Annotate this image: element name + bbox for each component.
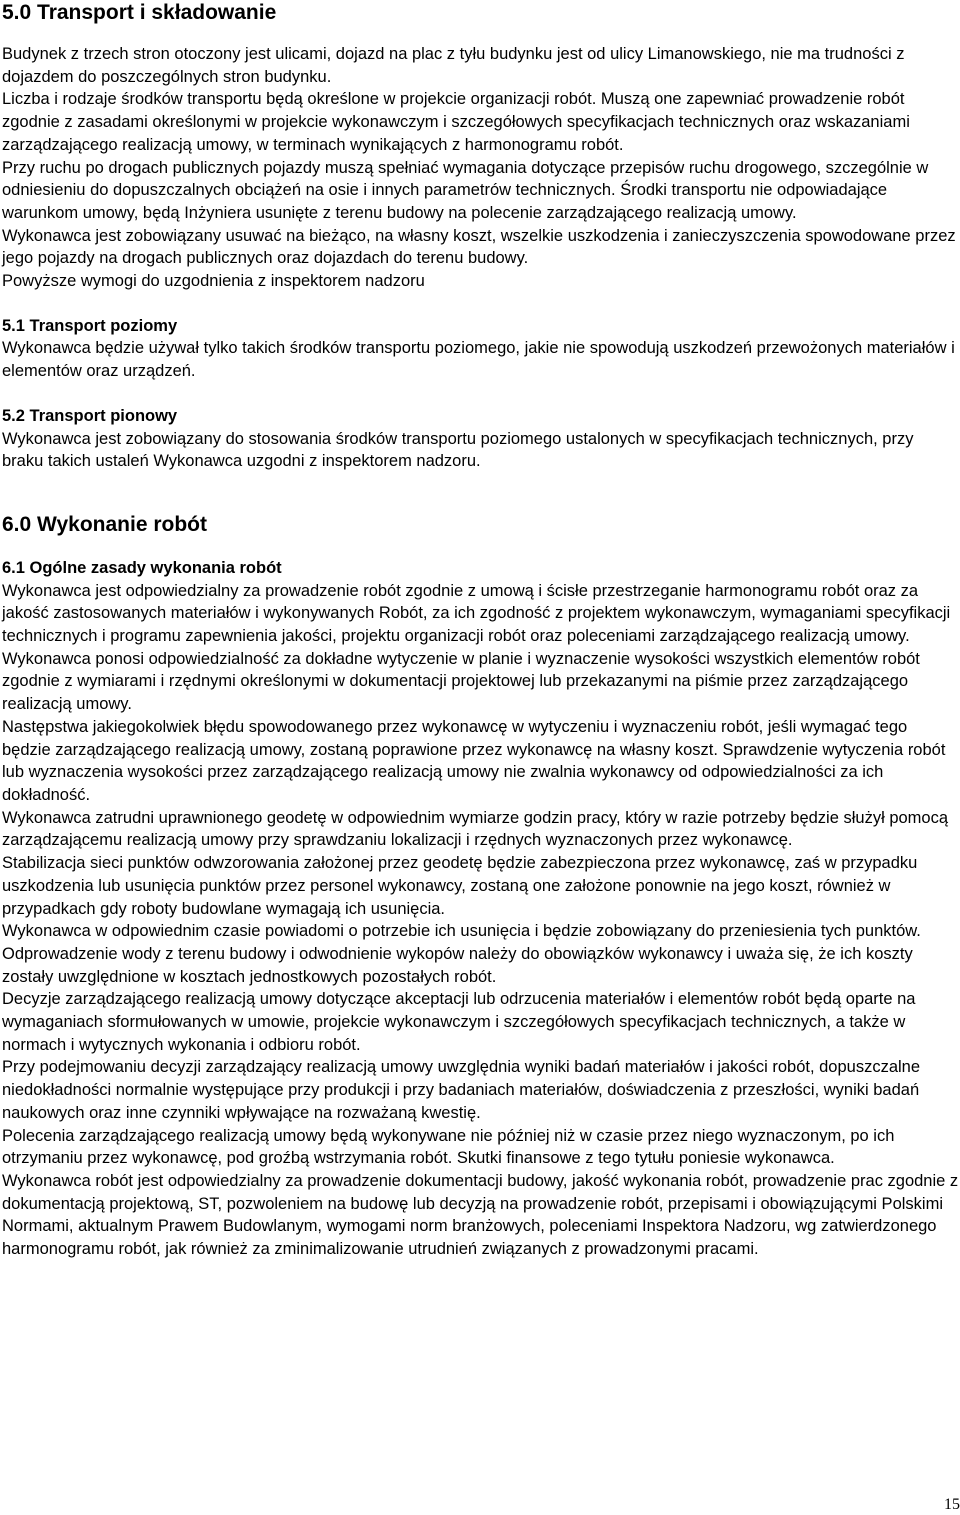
section-6-1-paragraph-2: Wykonawca ponosi odpowiedzialność za dokładne wytyczenie w planie i wyznaczenie wysokości wszystkich elementów robót zgodnie z wymiarami i rzędnymi określonymi w dokumentacji projektowej lub przekazanymi na piśmie przez zarządzającego realizacją umowy. xyxy=(2,649,920,714)
section-6-1-paragraph-8: Decyzje zarządzającego realizacją umowy dotyczące akceptacji lub odrzucenia materiałów i elementów robót będą oparte na wymaganiach sformułowanych w umowie, projekcie wykonawczym i szczegółowych specyfikacjach technicznych, a także w normach i wytycznych wykonania i odbioru robót. xyxy=(2,990,916,1054)
section-6-1-paragraph-4: Wykonawca zatrudni uprawnionego geodetę w odpowiednim wymiarze godzin pracy, który w razie potrzeby będzie służył pomocą zarządzającemu realizacją umowy przy sprawdzaniu lokalizacji i rzędnych wyznaczonych przez wykonawcę. xyxy=(2,808,949,850)
section-5-paragraph-1: Budynek z trzech stron otoczony jest ulicami, dojazd na plac z tyłu budynku jest od ulicy Limanowskiego, nie ma trudności z dojazdem do poszczególnych stron budynku. xyxy=(2,45,905,86)
section-6-1-paragraph-5: Stabilizacja sieci punktów odwzorowania założonej przez geodetę będzie zabezpieczona przez wykonawcę, zaś w przypadku uszkodzenia lub usunięcia punktów przez personel wykonawcy, zostaną one założone ponownie na jego koszt, również w przypadkach gdy roboty budowlane wymagają ich usunięcia. xyxy=(2,854,918,918)
section-5-1-text: Wykonawca będzie używał tylko takich środków transportu poziomego, jakie nie spowodują uszkodzeń przewożonych materiałów i elementów oraz urządzeń. xyxy=(2,339,955,381)
section-6-1-paragraph-6: Wykonawca w odpowiednim czasie powiadomi o potrzebie ich usunięcia i będzie zobowiązany do przeniesienia tych punktów. xyxy=(2,922,921,941)
section-5-heading: 5.0 Transport i składowanie xyxy=(2,1,277,24)
section-6-heading: 6.0 Wykonanie robót xyxy=(2,512,207,536)
section-5-1-heading: 5.1 Transport poziomy xyxy=(2,316,178,335)
section-5-paragraph-5: Powyższe wymogi do uzgodnienia z inspektorem nadzoru xyxy=(2,272,425,291)
section-5-2-text: Wykonawca jest zobowiązany do stosowania środków transportu poziomego ustalonych w specyfikacjach technicznych, przy braku takich ustaleń Wykonawca uzgodni z inspektorem nadzoru. xyxy=(2,429,914,471)
section-5-paragraph-4: Wykonawca jest zobowiązany usuwać na bieżąco, na własny koszt, wszelkie uszkodzenia i zanieczyszczenia spowodowane przez jego pojazdy na drogach publicznych oraz dojazdach do terenu budowy. xyxy=(2,226,956,268)
section-6-1-paragraph-9: Przy podejmowaniu decyzji zarządzający realizacją umowy uwzględnia wyniki badań materiałów i jakości robót, dopuszczalne niedokładności normalnie występujące przy produkcji i przy badaniach materiałów, doświadczenia z przeszłości, wyniki badań naukowych oraz inne czynniki wpływające na rozważaną kwestię. xyxy=(2,1058,921,1122)
document-body xyxy=(2,0,959,1261)
section-6-1-paragraph-1: Wykonawca jest odpowiedzialny za prowadzenie robót zgodnie z umową i ścisłe przestrzeganie harmonogramu robót oraz za jakość zastosowanych materiałów i wykonywanych Robót, za ich zgodność z projektem wykonawczym, wymaganiami specyfikacji technicznych i programu zapewnienia jakości, projektu organizacji robót oraz poleceniami zarządzającego realizacją umowy. xyxy=(2,581,951,646)
section-5-paragraph-2: Liczba i rodzaje środków transportu będą określone w projekcie organizacji robót. Muszą one zapewniać prowadzenie robót zgodnie z zasadami określonymi w projekcie wykonawczym i szczegółowych specyfikacjach technicznych oraz wskazaniami zarządzającego realizacją umowy, w terminach wynikających z harmonogramu robót. xyxy=(2,90,910,154)
section-6-1-paragraph-7: Odprowadzenie wody z terenu budowy i odwodnienie wykopów należy do obowiązków wykonawcy i uważa się, że ich koszty zostały uwzględnione w kosztach jednostkowych pozostałych robót. xyxy=(2,944,913,986)
section-5-paragraph-3: Przy ruchu po drogach publicznych pojazdy muszą spełniać wymagania dotyczące przepisów ruchu drogowego, szczególnie w odniesieniu do dopuszczalnych obciążeń na osie i innych parametrów technicznych. Środki transportu nie odpowiadające warunkom umowy, będą Inżyniera usunięte z terenu budowy na polecenie zarządzającego realizacją umowy. xyxy=(2,158,929,222)
section-6-1-paragraph-10: Polecenia zarządzającego realizacją umowy będą wykonywane nie później niż w czasie przez niego wyznaczonym, po ich otrzymaniu przez wykonawcę, pod groźbą wstrzymania robót. Skutki finansowe z tego tytułu poniesie wykonawca. xyxy=(2,1126,895,1168)
section-5-2-heading: 5.2 Transport pionowy xyxy=(2,406,178,425)
page-number: 15 xyxy=(944,1496,960,1513)
section-6-1-heading: 6.1 Ogólne zasady wykonania robót xyxy=(2,558,282,577)
section-6-1-paragraph-3: Następstwa jakiegokolwiek błędu spowodowanego przez wykonawcę w wytyczeniu i wyznaczeniu robót, jeśli wymagać tego będzie zarządzającego realizacją umowy, zostaną poprawione przez wykonawcę na własny koszt. Sprawdzenie wytyczenia robót lub wyznaczenia wysokości przez zarządzającego realizacją umowy nie zwalnia wykonawcy od odpowiedzialności za ich dokładność. xyxy=(2,717,946,804)
section-6-1-paragraph-11: Wykonawca robót jest odpowiedzialny za prowadzenie dokumentacji budowy, jakość wykonania robót, prowadzenie prac zgodnie z dokumentacją projektową, ST, pozwoleniem na budowę lub decyzją na prowadzenie robót, przepisami i obowiązującymi Polskimi Normami, aktualnym Prawem Budowlanym, wymogami norm branżowych, poleceniami Inspektora Nadzoru, wg zatwierdzonego harmonogramu robót, jak również za zminimalizowanie utrudnień związanych z prowadzonymi pracami. xyxy=(2,1171,959,1259)
